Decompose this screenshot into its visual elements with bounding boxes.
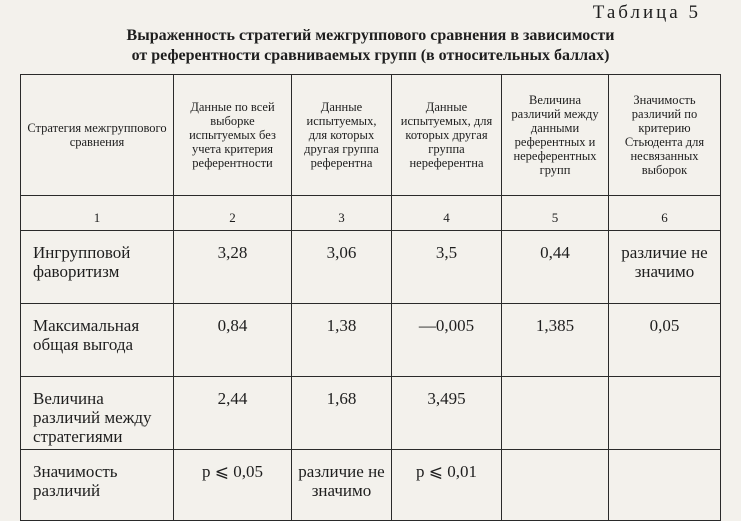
table-row <box>21 231 721 304</box>
table-caption <box>20 26 721 66</box>
table-cell <box>609 450 721 521</box>
table-cell: 3,28 <box>174 231 292 304</box>
column-number: 3 <box>292 196 392 231</box>
caption-line-2: от референтности сравниваемых групп (в относительных баллах) <box>131 47 610 64</box>
caption-line-1: Выраженность стратегий межгруппового сравнения в зависимости <box>126 27 615 44</box>
table-cell: различие не значимо <box>292 450 392 521</box>
column-number: 4 <box>392 196 502 231</box>
table-cell: 3,06 <box>292 231 392 304</box>
table-cell <box>609 377 721 450</box>
column-header-5: Величина различий между данными референтных и нереферентных групп <box>502 75 609 196</box>
table-row <box>21 450 721 521</box>
table-cell: 3,5 <box>392 231 502 304</box>
row-label: Величина различий между стратегиями <box>21 377 174 450</box>
table-cell: 1,38 <box>292 304 392 377</box>
column-number: 1 <box>21 196 174 231</box>
column-number: 6 <box>609 196 721 231</box>
table-cell: 1,385 <box>502 304 609 377</box>
table-cell: —0,005 <box>392 304 502 377</box>
row-label: Ингрупповой фаворитизм <box>21 231 174 304</box>
table-cell: p ⩽ 0,01 <box>392 450 502 521</box>
table-cell <box>502 377 609 450</box>
column-header-4: Данные испытуемых, для которых другая группа нереферентна <box>392 75 502 196</box>
data-table <box>20 74 721 521</box>
table-cell: 1,68 <box>292 377 392 450</box>
row-label: Максимальная общая выгода <box>21 304 174 377</box>
table-cell: p ⩽ 0,05 <box>174 450 292 521</box>
column-header-3: Данные испытуемых, для которых другая группа референтна <box>292 75 392 196</box>
table-row <box>21 377 721 450</box>
column-header-1: Стратегия межгруппового сравнения <box>21 75 174 196</box>
table-cell: 3,495 <box>392 377 502 450</box>
table-cell: 2,44 <box>174 377 292 450</box>
table-number: Таблица 5 <box>592 2 701 23</box>
table-cell: 0,44 <box>502 231 609 304</box>
table-row <box>21 304 721 377</box>
column-number: 5 <box>502 196 609 231</box>
table-cell: 0,05 <box>609 304 721 377</box>
column-header-2: Данные по всей выборке испытуемых без учета критерия референтности <box>174 75 292 196</box>
table-cell: различие не значимо <box>609 231 721 304</box>
header-row <box>21 75 721 196</box>
column-header-6: Значимость различий по критерию Стьюдента для несвязанных выборок <box>609 75 721 196</box>
column-number-row <box>21 196 721 231</box>
row-label: Значимость различий <box>21 450 174 521</box>
column-number: 2 <box>174 196 292 231</box>
table-cell <box>502 450 609 521</box>
table-cell: 0,84 <box>174 304 292 377</box>
